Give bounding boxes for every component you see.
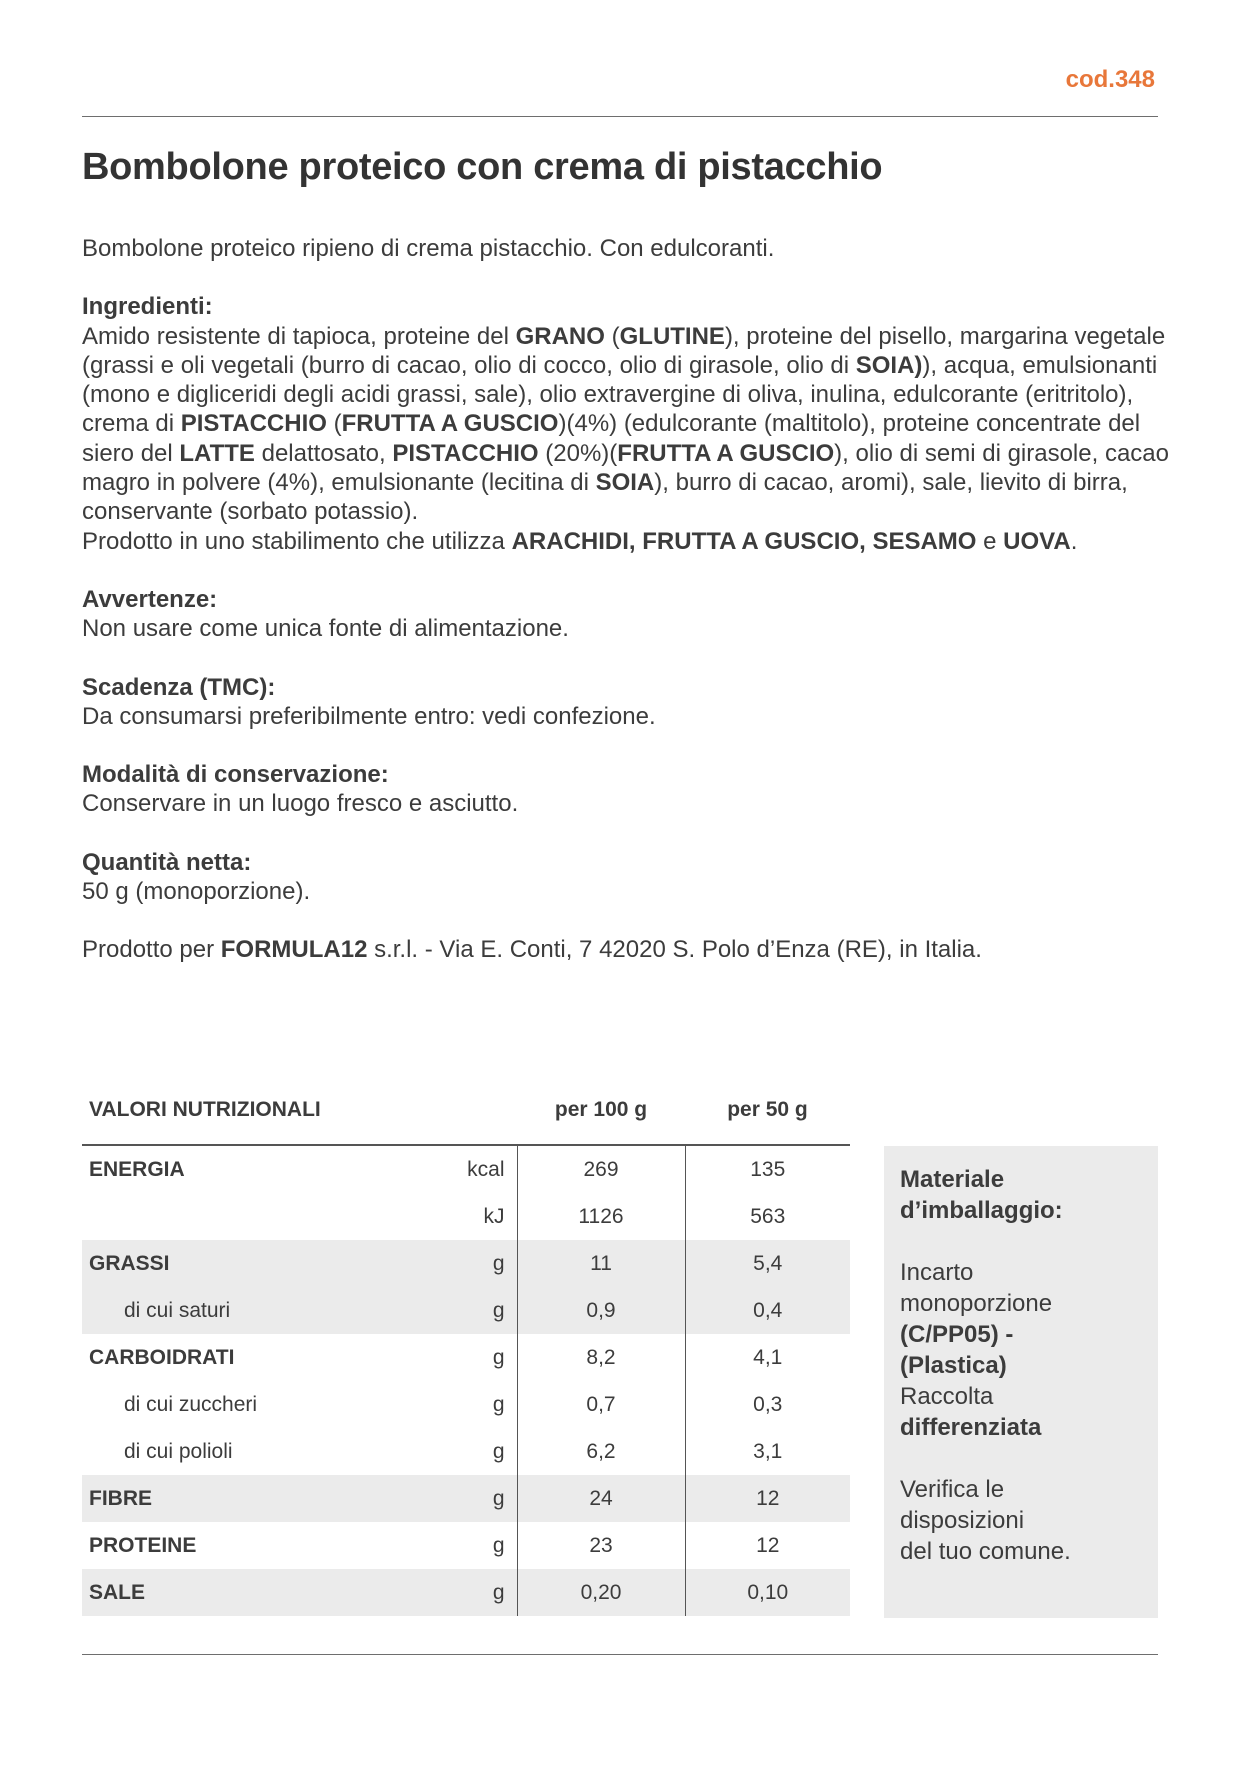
nutrient-value-50g: 12	[685, 1522, 850, 1569]
warnings-text: Non usare come unica fonte di alimentazione.	[82, 615, 569, 643]
nutrient-value-100g: 0,20	[517, 1569, 685, 1616]
nutrient-name: di cui zuccheri	[124, 1392, 258, 1416]
packaging-title: Materiale	[900, 1166, 1005, 1193]
table-row	[82, 1381, 850, 1428]
warnings-label: Avvertenze:	[82, 585, 218, 613]
product-code: cod.348	[1065, 66, 1155, 93]
nutrition-header-per50: per 50 g	[727, 1098, 808, 1121]
packaging-code: (C/PP05) -	[900, 1321, 1014, 1348]
page-title: Bombolone proteico con crema di pistacchio	[82, 146, 883, 188]
packaging-note: Verifica le	[900, 1476, 1005, 1503]
intro-text: Bombolone proteico ripieno di crema pistacchio. Con edulcoranti.	[82, 235, 775, 262]
nutrient-value-100g: 269	[517, 1146, 685, 1193]
nutrient-value-50g: 0,10	[685, 1569, 850, 1616]
nutrient-value-100g: 0,9	[517, 1287, 685, 1334]
packaging-note: disposizioni	[900, 1507, 1025, 1534]
nutrient-name: ENERGIA	[89, 1157, 185, 1181]
nutrient-value-50g: 12	[685, 1475, 850, 1522]
nutrient-unit: kcal	[467, 1157, 505, 1181]
table-row	[82, 1334, 850, 1381]
expiry-text: Da consumarsi preferibilmente entro: vedi confezione.	[82, 702, 656, 730]
nutrient-name	[82, 1193, 382, 1240]
nutrient-unit: g	[382, 1240, 517, 1287]
nutrition-header-row	[82, 1098, 850, 1145]
product-description	[82, 234, 1172, 965]
packaging-title-line2: d’imballaggio:	[900, 1197, 1063, 1224]
nutrient-value-100g: 23	[517, 1522, 685, 1569]
packaging-material: (Plastica)	[900, 1352, 1007, 1379]
storage-text: Conservare in un luogo fresco e asciutto.	[82, 790, 519, 818]
nutrient-value-50g: 0,3	[685, 1381, 850, 1428]
producer-info: Prodotto per FORMULA12 s.r.l. - Via E. Conti, 7 42020 S. Polo d’Enza (RE), in Italia.	[82, 936, 982, 964]
ingredients-label: Ingredienti:	[82, 293, 213, 321]
nutrient-unit: g	[492, 1533, 505, 1557]
packaging-collection: differenziata	[900, 1414, 1042, 1441]
table-row	[82, 1428, 850, 1475]
nutrient-value-50g: 5,4	[685, 1240, 850, 1287]
nutrient-value-100g: 24	[517, 1475, 685, 1522]
nutrient-unit: g	[382, 1475, 517, 1522]
nutrient-unit: g	[382, 1569, 517, 1616]
table-row	[82, 1569, 850, 1616]
nutrient-value-50g: 4,1	[685, 1334, 850, 1381]
storage-label: Modalità di conservazione:	[82, 761, 389, 789]
table-row	[82, 1240, 850, 1287]
nutrient-name: di cui polioli	[124, 1439, 233, 1463]
nutrient-value-50g: 135	[685, 1146, 850, 1193]
nutrient-unit: g	[492, 1439, 505, 1463]
nutrient-value-50g: 563	[685, 1193, 850, 1240]
nutrient-value-100g: 6,2	[517, 1428, 685, 1475]
nutrient-value-100g: 1126	[517, 1193, 685, 1240]
nutrient-name: PROTEINE	[89, 1533, 197, 1557]
net-quantity-label: Quantità netta:	[82, 848, 252, 876]
nutrient-unit: g	[382, 1287, 517, 1334]
nutrient-value-100g: 11	[517, 1240, 685, 1287]
nutrient-name: GRASSI	[82, 1240, 382, 1287]
ingredients-text: Amido resistente di tapioca, proteine del GRANO (GLUTINE), proteine del pisello, margarina vegetale (grassi e oli vegetali (burro di cacao, olio di cocco, olio di girasole, olio di SOIA)), acqua, emulsionanti (mono e digliceridi degli acidi grassi, sale), olio extravergine di oliva, inulina, edulcorante (eritritolo), crema di PISTACCHIO (FRUTTA A GUSCIO)(4%) (edulcorante (maltitolo), proteine concentrate del siero del LATTE delattosato, PISTACCHIO (20%)(FRUTTA A GUSCIO), olio di semi di girasole, cacao magro in polvere (4%), emulsionante (lecitina di SOIA), burro di cacao, aromi), sale, lievito di birra, conservante (sorbato potassio).	[82, 322, 1169, 526]
facility-allergens: Prodotto in uno stabilimento che utilizza ARACHIDI, FRUTTA A GUSCIO, SESAMO e UOVA.	[82, 527, 1078, 555]
net-quantity-text: 50 g (monoporzione).	[82, 878, 311, 906]
top-divider	[82, 116, 1158, 117]
nutrient-unit: g	[492, 1392, 505, 1416]
nutrient-name: SALE	[82, 1569, 382, 1616]
nutrient-name: di cui saturi	[82, 1287, 382, 1334]
table-row	[82, 1193, 850, 1240]
table-row	[82, 1475, 850, 1522]
nutrient-unit: kJ	[483, 1204, 505, 1228]
nutrient-value-100g: 0,7	[517, 1381, 685, 1428]
nutrition-header-per100: per 100 g	[554, 1098, 648, 1121]
table-row	[82, 1287, 850, 1334]
table-row	[82, 1146, 850, 1193]
nutrient-name: FIBRE	[82, 1475, 382, 1522]
packaging-note: del tuo comune.	[900, 1538, 1071, 1565]
packaging-line: Raccolta	[900, 1383, 994, 1410]
nutrition-header-name: VALORI NUTRIZIONALI	[89, 1098, 321, 1121]
table-row	[82, 1522, 850, 1569]
bottom-divider	[82, 1654, 1158, 1655]
packaging-line: Incarto	[900, 1259, 974, 1286]
nutrient-value-50g: 3,1	[685, 1428, 850, 1475]
expiry-label: Scadenza (TMC):	[82, 673, 276, 701]
nutrient-name: CARBOIDRATI	[89, 1345, 235, 1369]
nutrition-table	[82, 1098, 850, 1616]
nutrient-unit: g	[492, 1345, 505, 1369]
packaging-line: monoporzione	[900, 1290, 1053, 1317]
packaging-box	[884, 1146, 1158, 1618]
nutrient-value-50g: 0,4	[685, 1287, 850, 1334]
nutrient-value-100g: 8,2	[517, 1334, 685, 1381]
